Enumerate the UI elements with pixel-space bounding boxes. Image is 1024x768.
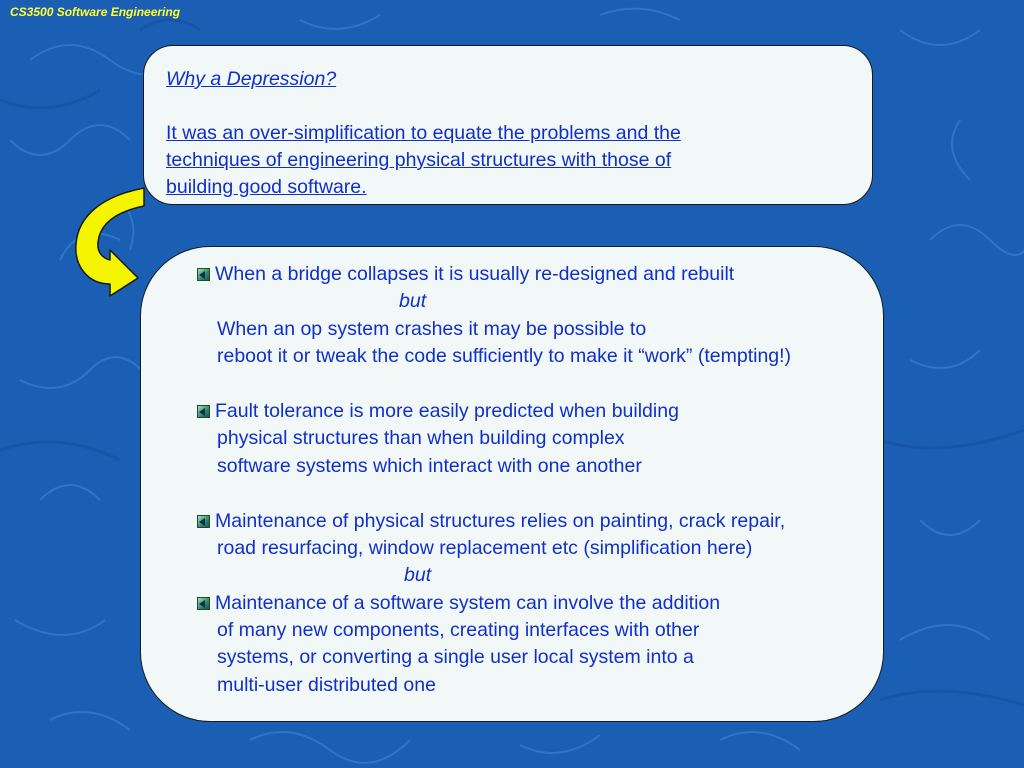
curved-arrow-icon <box>60 180 160 300</box>
bullet-text: Maintenance of a software system can involve the addition <box>215 591 721 614</box>
bullet-continuation: software systems which interact with one another <box>217 454 642 477</box>
navigation-bullet-icon <box>197 597 210 610</box>
bullet-continuation: systems, or converting a single user local system into a <box>217 646 694 669</box>
navigation-bullet-icon <box>197 268 210 281</box>
comparison-box <box>140 246 884 722</box>
intro-box <box>143 45 873 205</box>
intro-title-link[interactable]: Why a Depression? <box>166 68 337 90</box>
intro-line-1-link[interactable]: It was an over-simplification to equate the problems and the <box>166 122 681 144</box>
intro-text <box>166 66 866 201</box>
but-connector: but <box>404 564 432 587</box>
bullet-continuation: reboot it or tweak the code sufficiently to make it “work” (tempting!) <box>217 345 792 368</box>
bullet-item <box>197 590 897 617</box>
bullet-continuation: multi-user distributed one <box>217 673 436 696</box>
intro-line-2-link[interactable]: techniques of engineering physical structures with those of <box>166 149 672 171</box>
bullet-continuation: road resurfacing, window replacement etc (simplification here) <box>217 536 753 559</box>
bullet-text: When a bridge collapses it is usually re-designed and rebuilt <box>215 263 735 285</box>
bullet-text: Fault tolerance is more easily predicted when building <box>215 399 679 422</box>
bullet-item <box>197 261 897 288</box>
bullet-continuation: When an op system crashes it may be possible to <box>217 317 647 340</box>
course-header: CS3500 Software Engineering <box>10 5 181 19</box>
navigation-bullet-icon <box>197 515 210 528</box>
but-connector: but <box>399 290 427 313</box>
comparison-bullets <box>197 261 897 699</box>
bullet-item <box>197 398 897 425</box>
bullet-continuation: physical structures than when building complex <box>217 427 625 450</box>
bullet-continuation: of many new components, creating interfaces with other <box>217 619 700 642</box>
navigation-bullet-icon <box>197 405 210 418</box>
bullet-item <box>197 508 897 535</box>
intro-line-3-link[interactable]: building good software. <box>166 176 367 198</box>
bullet-text: Maintenance of physical structures relies on painting, crack repair, <box>215 509 786 532</box>
